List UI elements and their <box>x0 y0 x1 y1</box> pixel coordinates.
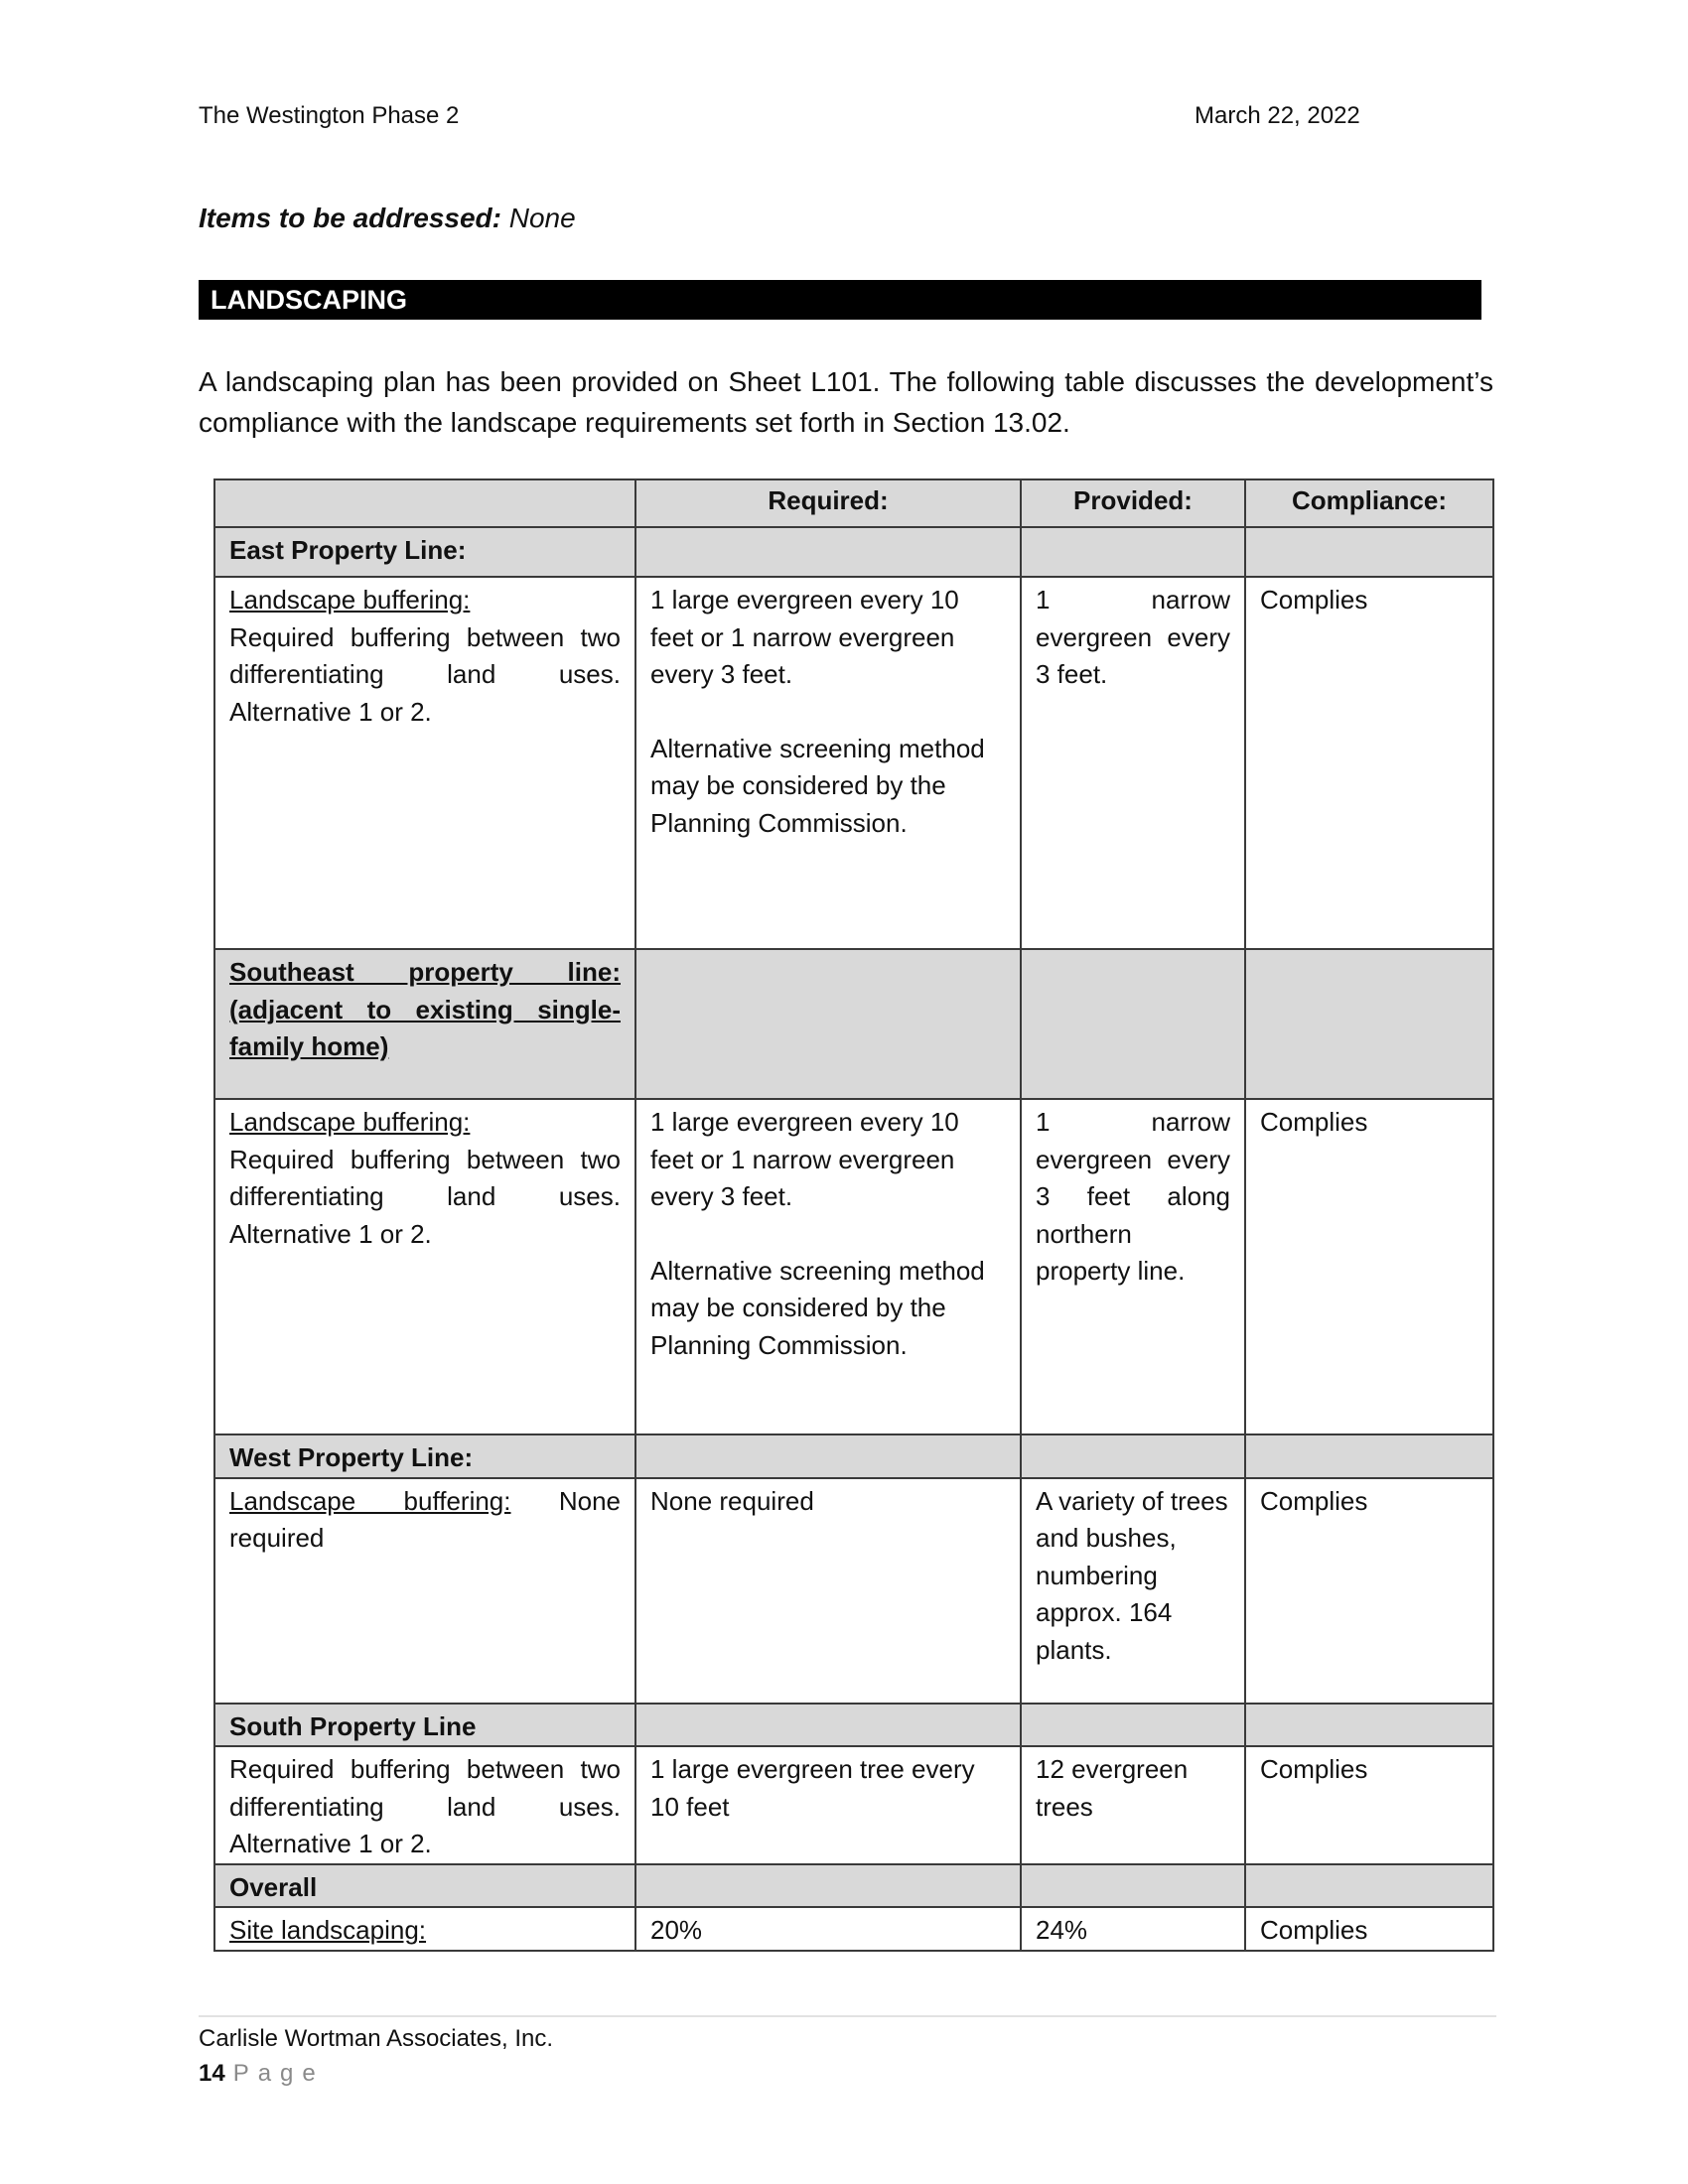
table-header-row <box>214 479 1493 527</box>
group-row-overall <box>214 1864 1493 1908</box>
table-row <box>214 1099 1493 1434</box>
group-row-east <box>214 527 1493 577</box>
intro-paragraph: A landscaping plan has been provided on Sheet L101. The following table discusses the development’s compliance with the landscape requirements set forth in Section 13.02. <box>199 366 1493 438</box>
table-row <box>214 1478 1493 1704</box>
header-date: March 22, 2022 <box>1195 102 1360 129</box>
provided-cell: 24% <box>1021 1907 1245 1951</box>
group-title: West Property Line: <box>214 1434 635 1478</box>
group-row-west <box>214 1434 1493 1478</box>
group-title: Southeast property line: (adjacent to existing single-family home) <box>214 949 635 1099</box>
provided-cell: 1 narrow evergreen every 3 feet along northern property line. <box>1021 1099 1245 1434</box>
group-title: East Property Line: <box>214 527 635 577</box>
compliance-cell: Complies <box>1245 1907 1493 1951</box>
section-heading-bar <box>199 280 1481 320</box>
landscape-compliance-table <box>213 478 1494 1952</box>
page-number: 14 <box>199 2060 225 2087</box>
footer-divider <box>199 2015 1496 2017</box>
items-value: None <box>508 203 576 233</box>
items-to-be-addressed <box>199 203 576 234</box>
column-header-provided: Provided: <box>1021 479 1245 527</box>
column-header-compliance: Compliance: <box>1245 479 1493 527</box>
compliance-cell: Complies <box>1245 1478 1493 1704</box>
required-cell: 1 large evergreen tree every 10 feet <box>635 1746 1021 1864</box>
required-value: 1 large evergreen every 10 feet or 1 narrow evergreen every 3 feet. <box>650 1107 959 1211</box>
criterion-description: None required <box>229 1485 621 1553</box>
group-title: Overall <box>214 1864 635 1908</box>
column-header-blank <box>214 479 635 527</box>
group-row-southeast <box>214 949 1493 1099</box>
compliance-cell: Complies <box>1245 1099 1493 1434</box>
required-cell: None required <box>635 1478 1021 1704</box>
group-row-south <box>214 1704 1493 1747</box>
section-heading: LANDSCAPING <box>211 285 408 315</box>
header-project-title: The Westington Phase 2 <box>199 102 460 129</box>
group-title: South Property Line <box>214 1704 635 1747</box>
criterion-description: Required buffering between two differentiating land uses. Alternative 1 or 2. <box>214 1746 635 1864</box>
compliance-cell: Complies <box>1245 1746 1493 1864</box>
criterion-description: Required buffering between two differentiating land uses. Alternative 1 or 2. <box>229 621 621 727</box>
footer-company: Carlisle Wortman Associates, Inc. <box>199 2025 554 2052</box>
criterion-label: Landscape buffering: <box>229 1485 511 1516</box>
criterion-label: Landscape buffering: <box>229 585 471 614</box>
required-cell <box>635 577 1021 949</box>
required-note: Alternative screening method may be considered by the Planning Commission. <box>650 1255 985 1360</box>
required-cell <box>635 1099 1021 1434</box>
page-label: Page <box>232 2060 325 2087</box>
table-row <box>214 1746 1493 1864</box>
criterion-label: Landscape buffering: <box>229 1107 471 1137</box>
criterion-cell <box>214 577 635 949</box>
table-row <box>214 577 1493 949</box>
required-value: 1 large evergreen every 10 feet or 1 narrow evergreen every 3 feet. <box>650 585 959 689</box>
compliance-cell: Complies <box>1245 577 1493 949</box>
criterion-cell <box>214 1478 635 1704</box>
provided-cell: A variety of trees and bushes, numbering approx. 164 plants. <box>1021 1478 1245 1704</box>
required-cell: 20% <box>635 1907 1021 1951</box>
items-label: Items to be addressed: <box>199 203 501 233</box>
criterion-cell <box>214 1099 635 1434</box>
provided-cell: 12 evergreen trees <box>1021 1746 1245 1864</box>
required-note: Alternative screening method may be considered by the Planning Commission. <box>650 733 985 838</box>
criterion-cell <box>214 1907 635 1951</box>
footer-page-number <box>199 2060 325 2088</box>
provided-cell: 1 narrow evergreen every 3 feet. <box>1021 577 1245 949</box>
table-row <box>214 1907 1493 1951</box>
criterion-label: Site landscaping: <box>229 1915 427 1945</box>
column-header-required: Required: <box>635 479 1021 527</box>
criterion-description: Required buffering between two differentiating land uses. Alternative 1 or 2. <box>229 1144 621 1249</box>
